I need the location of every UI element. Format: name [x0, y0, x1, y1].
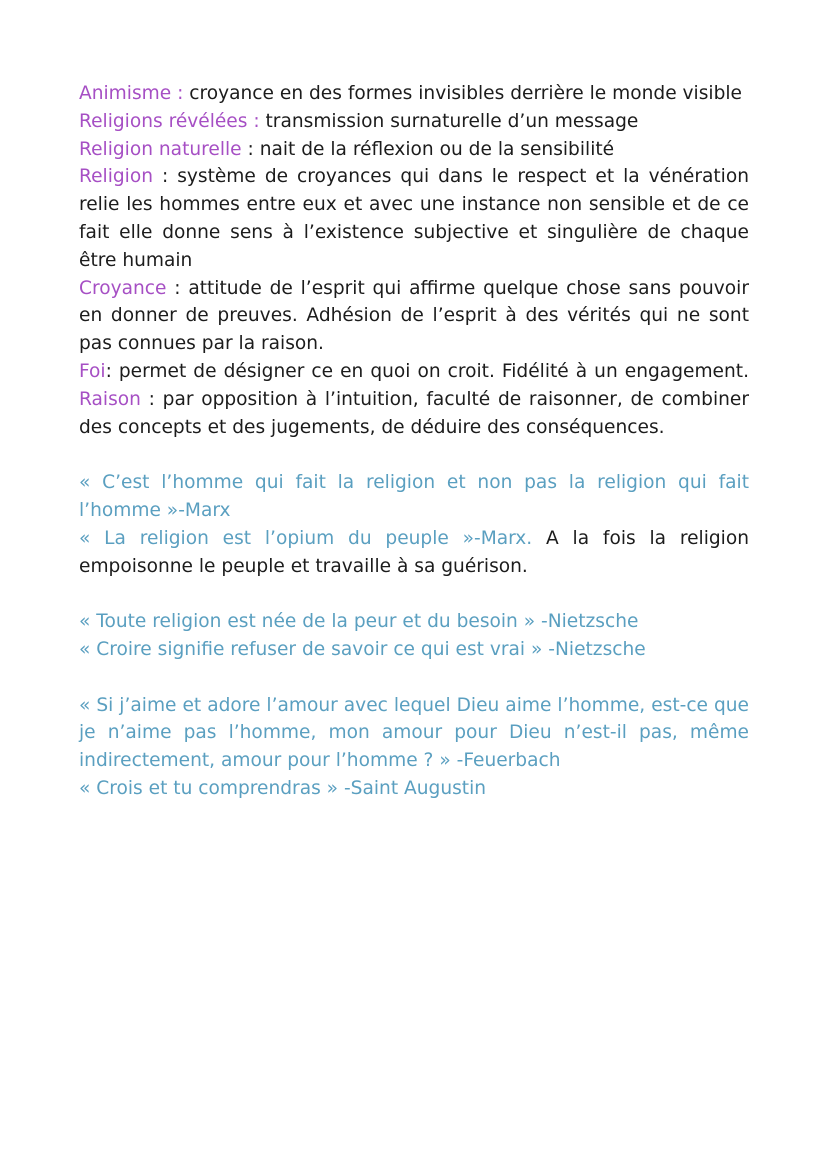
quote-feuerbach: « Si j’aime et adore l’amour avec lequel Dieu aime l’homme, est-ce que je n’aime pas l’homme, mon amour pour Dieu n’est-il pas, même indirectement, amour pour l’homme ? » -Feuerbach	[79, 694, 749, 772]
term-raison: Raison	[79, 388, 141, 410]
quote-nietzsche-2: « Croire signifie refuser de savoir ce qui est vrai » -Nietzsche	[79, 638, 646, 660]
definition-text-animisme: croyance en des formes invisibles derrière le monde visible	[183, 83, 742, 104]
quote-marx-2-text: « La religion est l’opium du peuple »-Marx.	[79, 527, 533, 549]
term-croyance: Croyance	[79, 277, 167, 299]
definition-text-foi: : permet de désigner ce en quoi on croit. Fidélité à un engagement.	[105, 360, 749, 382]
definition-animisme	[79, 80, 749, 108]
quote-augustin: « Crois et tu comprendras » -Saint Augustin	[79, 777, 487, 799]
definition-text-religions-revelees: transmission surnaturelle d’un message	[259, 110, 639, 132]
definition-text-religion-naturelle: : nait de la réflexion ou de la sensibilité	[241, 138, 615, 160]
definition-religion-naturelle	[79, 136, 749, 164]
definition-religions-revelees	[79, 108, 749, 136]
definition-foi-raison	[79, 358, 749, 441]
spacer	[79, 441, 749, 469]
term-religions-revelees: Religions révélées :	[79, 110, 260, 132]
document-page	[79, 80, 749, 803]
term-animisme: Animisme :	[79, 83, 184, 104]
definition-religion	[79, 163, 749, 274]
term-foi: Foi	[79, 360, 106, 382]
definition-text-religion: : système de croyances qui dans le respect et la vénération relie les hommes entre eux et avec une instance non sensible et de ce fait elle donne sens à l’existence subjective et singulière de chaque être humain	[79, 166, 749, 271]
definition-text-croyance: : attitude de l’esprit qui affirme quelque chose sans pouvoir en donner de preuves. Adhésion de l’esprit à des vérités qui ne sont pas connues par la raison.	[79, 277, 749, 355]
term-religion-naturelle: Religion naturelle	[79, 138, 242, 160]
term-religion: Religion	[79, 166, 153, 188]
definition-croyance	[79, 275, 749, 358]
quote-marx-2-comment: A la fois la religion empoisonne le peuple et travaille à sa guérison.	[79, 527, 749, 577]
spacer	[79, 664, 749, 692]
definition-text-raison: : par opposition à l’intuition, faculté de raisonner, de combiner des concepts et des jugements, de déduire des conséquences.	[79, 388, 749, 438]
spacer	[79, 580, 749, 608]
quote-nietzsche-1: « Toute religion est née de la peur et du besoin » -Nietzsche	[79, 611, 639, 633]
quote-marx-2	[79, 525, 749, 581]
quote-marx-1: « C’est l’homme qui fait la religion et non pas la religion qui fait l’homme »-Marx	[79, 472, 749, 521]
